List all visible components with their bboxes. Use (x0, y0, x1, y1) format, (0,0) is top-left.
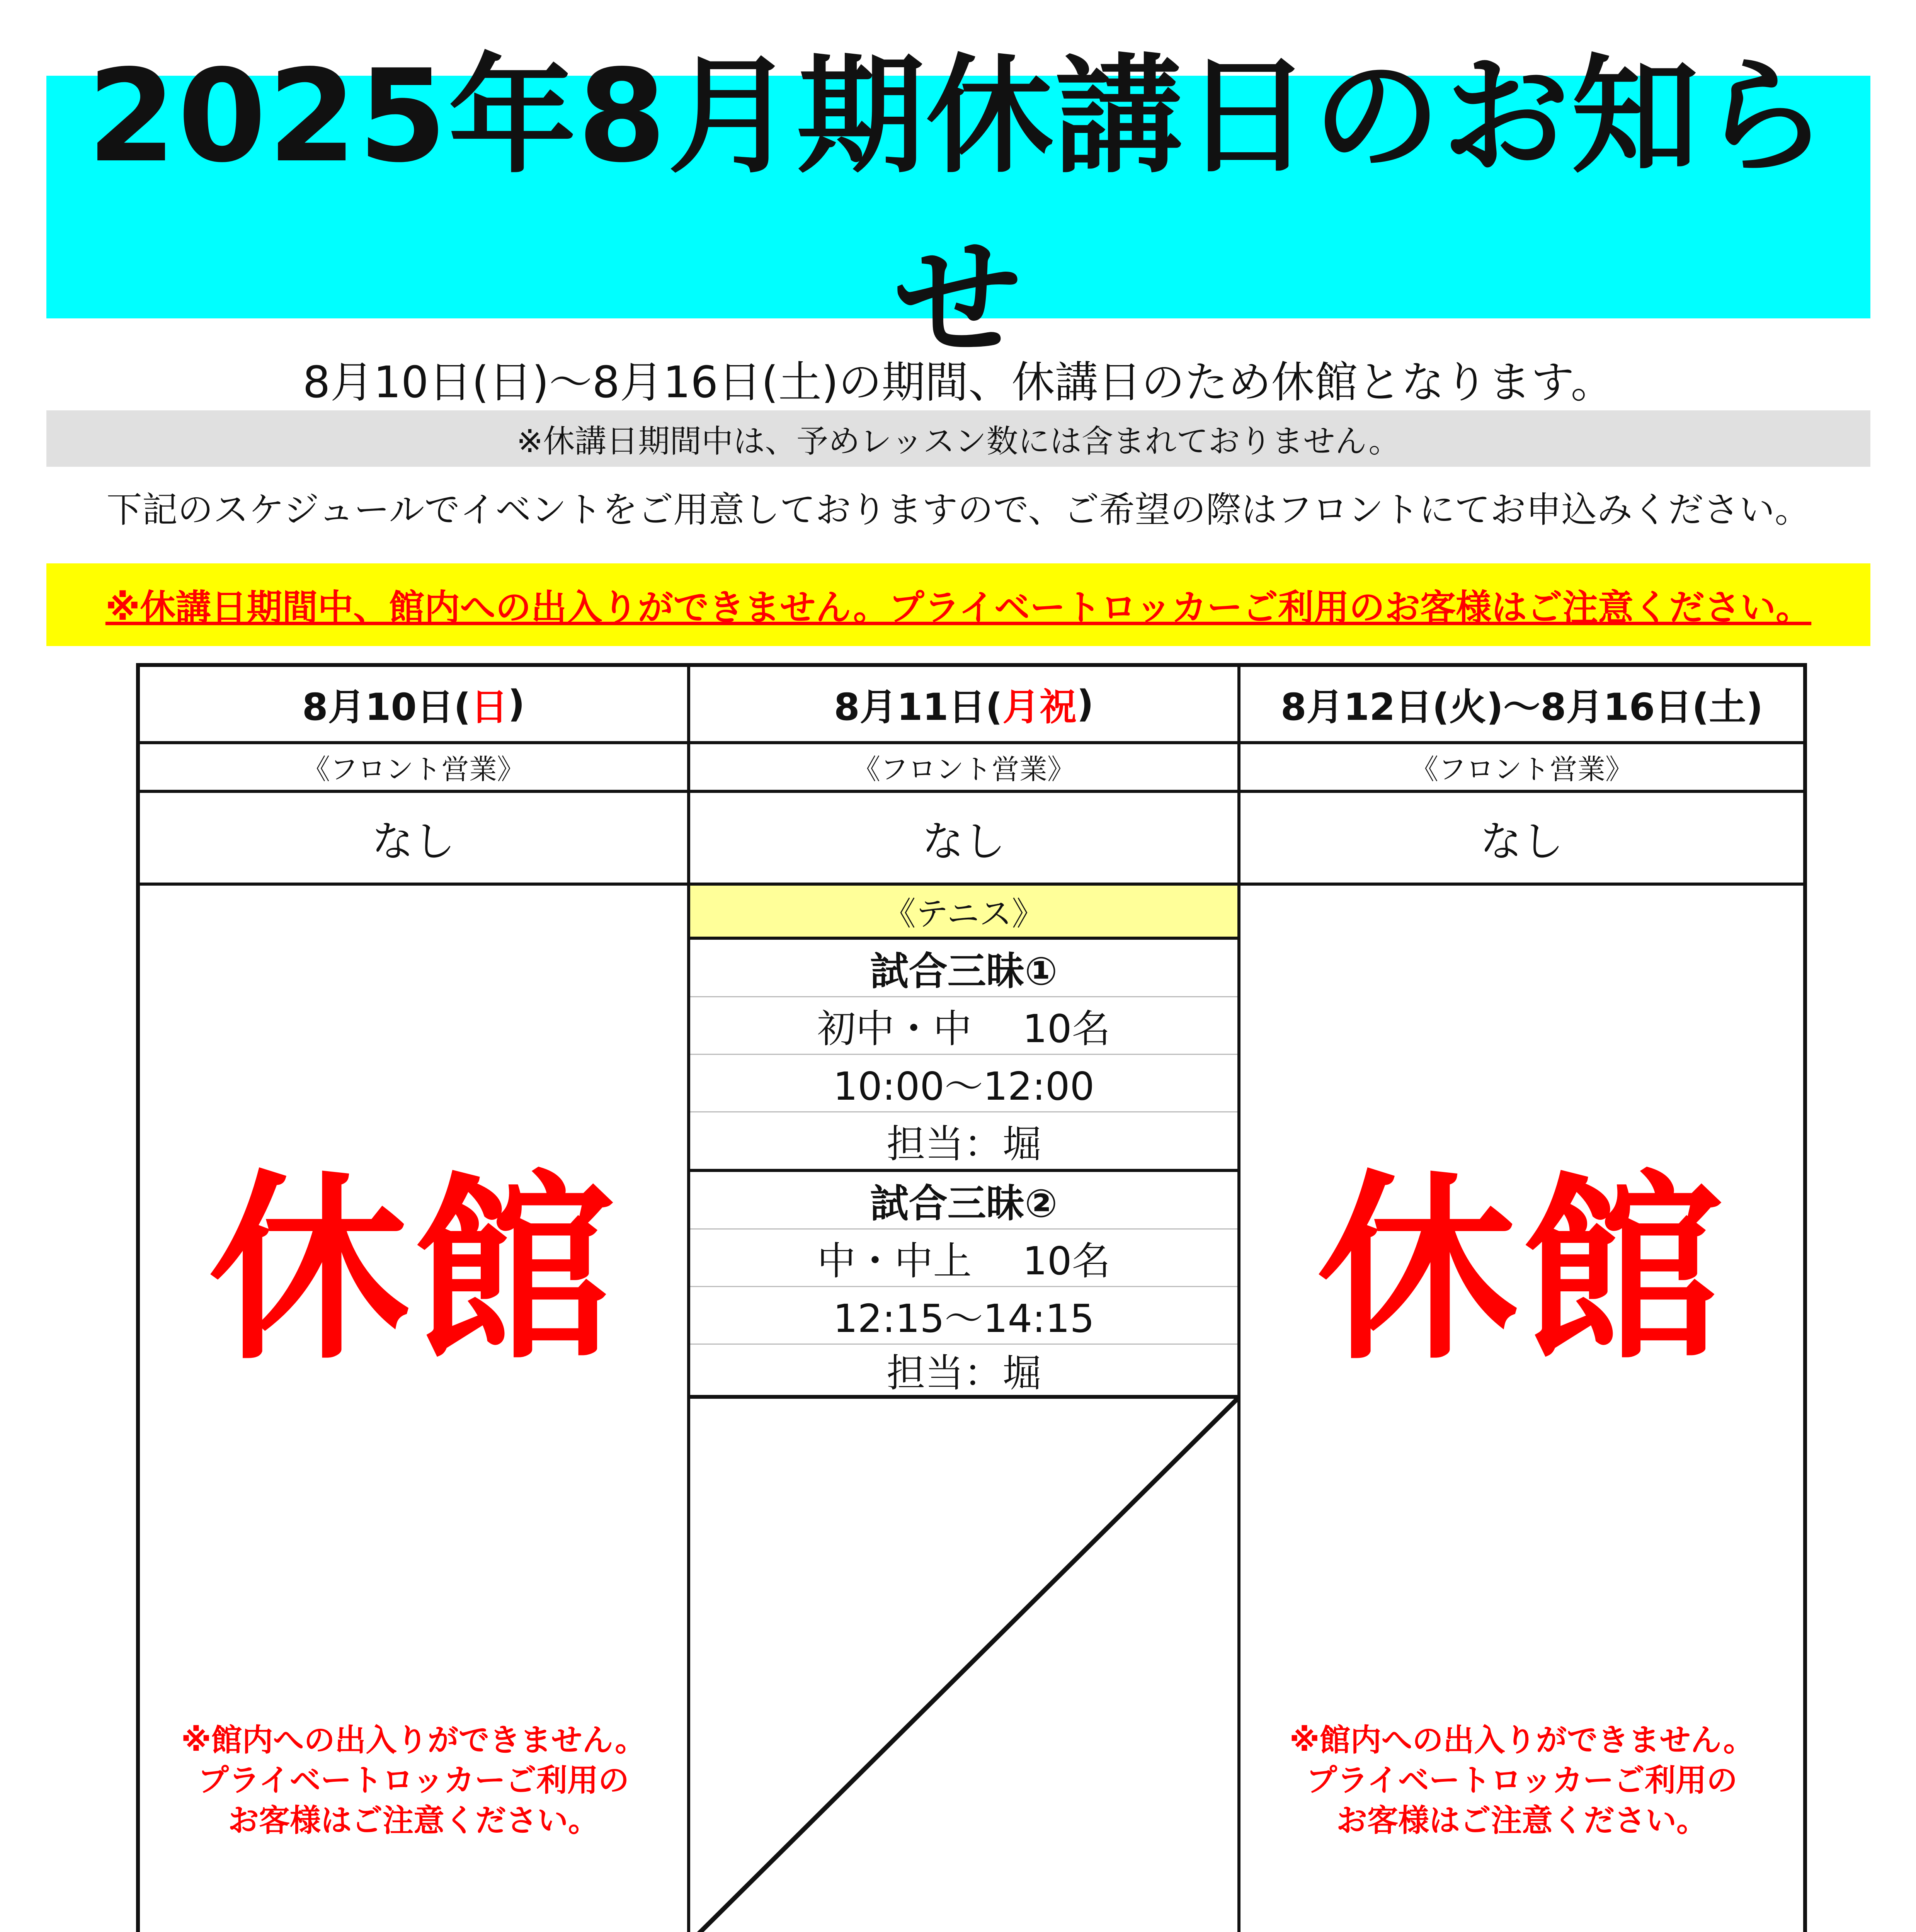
closed-cell (140, 886, 690, 1932)
closed-label: 休館 (1317, 1153, 1727, 1387)
event-name: 試合三昧② (690, 1172, 1237, 1230)
schedule-column-aug11 (690, 667, 1240, 1932)
date-close-paren: ) (1077, 682, 1094, 726)
front-label: 《フロント営業》 (690, 744, 1240, 793)
diagonal-line (690, 1399, 1237, 1932)
schedule-column-aug12-16 (1240, 667, 1803, 1932)
schedule-column-aug10 (140, 667, 690, 1932)
closed-label: 休館 (209, 1153, 618, 1387)
date-text: 8月10日( (302, 685, 471, 729)
warning-line: プライベートロッカーご利用の (1306, 1762, 1737, 1798)
holiday-label: 月祝 (1002, 685, 1077, 729)
access-warning (1240, 1720, 1803, 1841)
event-level: 初中・中 10名 (690, 997, 1237, 1055)
tennis-cell (690, 886, 1240, 1932)
warning-line: プライベートロッカーご利用の (198, 1762, 629, 1798)
warning-line: ※館内への出入りができません。 (1289, 1722, 1754, 1758)
front-label: 《フロント営業》 (1240, 744, 1803, 793)
schedule-table (136, 663, 1807, 1932)
title-banner (46, 42, 1870, 374)
access-warning (140, 1720, 687, 1841)
event-time: 10:00～12:00 (690, 1055, 1237, 1112)
event-staff: 担当：堀 (690, 1112, 1237, 1172)
event-staff: 担当：堀 (690, 1345, 1237, 1399)
date-header (690, 667, 1240, 744)
warning-line: お客様はご注意ください。 (228, 1803, 599, 1838)
sunday-label: 日 (471, 685, 508, 729)
lesson-note: ※休講日期間中は、予めレッスン数には含まれておりません。 (46, 410, 1870, 467)
front-label: 《フロント営業》 (140, 744, 690, 793)
event-level: 中・中上 10名 (690, 1230, 1237, 1287)
event-name: 試合三昧① (690, 940, 1237, 997)
diagonal-slash (690, 1399, 1237, 1932)
closed-cell (1240, 886, 1803, 1932)
event-note: 下記のスケジュールでイベントをご用意しておりますので、ご希望の際はフロントにてお申込みください。 (106, 489, 1811, 531)
tennis-events (690, 940, 1237, 1399)
front-value: なし (690, 793, 1240, 886)
page-title: 2025年8月期休講日のお知らせ (87, 42, 1830, 374)
tennis-section-header: 《テニス》 (690, 886, 1237, 940)
event-time: 12:15～14:15 (690, 1287, 1237, 1345)
closure-notice: 8月10日(日)～8月16日(土)の期間、休講日のため休館となります。 (303, 357, 1614, 408)
front-value: なし (140, 793, 690, 886)
date-header: 8月12日(火)～8月16日(土) (1240, 667, 1803, 744)
date-header (140, 667, 690, 744)
front-value: なし (1240, 793, 1803, 886)
warning-line: ※館内への出入りができません。 (181, 1722, 646, 1758)
warning-line: お客様はご注意ください。 (1336, 1803, 1707, 1838)
date-text: 8月11日( (834, 685, 1003, 729)
date-close-paren: ) (508, 682, 525, 726)
warning-banner: ※休講日期間中、館内への出入りができません。プライベートロッカーご利用のお客様はご注意ください。 (46, 563, 1870, 646)
